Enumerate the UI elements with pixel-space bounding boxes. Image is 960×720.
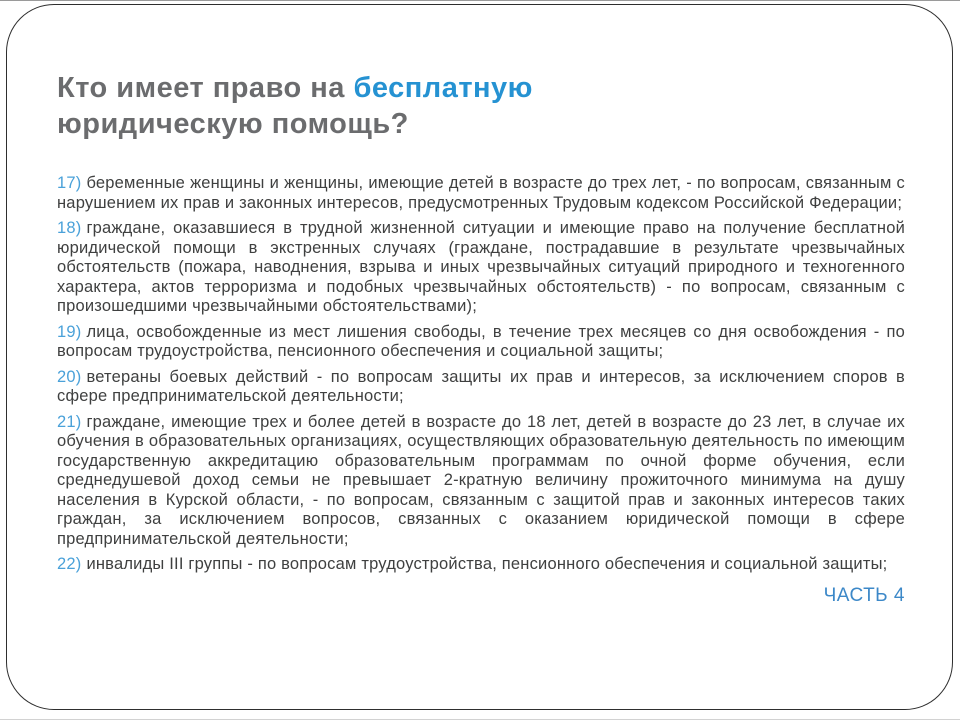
item-text: лица, освобожденные из мест лишения свободы, в течение трех месяцев со дня освобождения - по вопросам трудоустройства, пенсионного обеспечения и социальной защиты; (57, 322, 905, 360)
list-item (57, 323, 905, 362)
item-number: 17) (57, 174, 82, 192)
body-text-block (57, 174, 905, 607)
item-number: 22) (57, 555, 82, 573)
title-highlight: бесплатную (353, 72, 533, 104)
item-text: граждане, оказавшиеся в трудной жизненной ситуации и имеющие право на получение бесплатной юридической помощи в экстренных случаях (граждане, пострадавшие в результате чрезвычайных обстоятельств (пожара, наводнения, взрыва и иных чрезвычайных ситуаций природного и техногенного характера, актов терроризма и подобных чрезвычайных обстоятельств) - по вопросам, связанным с произошедшими чрезвычайными обстоятельствами); (57, 219, 905, 315)
item-number: 20) (57, 367, 82, 386)
title-prefix: Кто имеет право на (57, 72, 354, 104)
slide-top-edge-line (0, 0, 960, 1)
list-item (57, 368, 905, 407)
list-item (57, 413, 905, 550)
item-text: беременные женщины и женщины, имеющие детей в возрасте до трех лет, - по вопросам, связанным с нарушением их прав и законных интересов, предусмотренных Трудовым кодексом Российской Федерации; (57, 174, 905, 212)
title-line2: юридическую помощь? (57, 108, 409, 140)
item-text: ветераны боевых действий - по вопросам защиты их прав и интересов, за исключением споров в сфере предпринимательской деятельности; (57, 367, 905, 405)
list-item (57, 555, 905, 575)
item-number: 21) (57, 412, 82, 431)
item-text: граждане, имеющие трех и более детей в возрасте до 18 лет, детей в возрасте до 23 лет, в случае их обучения в образовательных организациях, осуществляющих образовательную деятельность по имеющим государственную аккредитацию образовательным программам по очной форме обучения, если среднедушевой доход семьи не превышает 2-кратную величину прожиточного минимума на душу населения в Курской области, - по вопросам, связанным с защитой прав и законных интересов таких граждан, за исключением вопросов, связанных с оказанием юридической помощи в сфере предпринимательской деятельности; (57, 412, 905, 548)
page-title (57, 70, 837, 142)
item-number: 18) (57, 219, 82, 237)
list-item (57, 174, 905, 213)
item-number: 19) (57, 322, 82, 341)
item-text: инвалиды III группы - по вопросам трудоустройства, пенсионного обеспечения и социальной защиты; (86, 555, 888, 573)
part-label: ЧАСТЬ 4 (823, 584, 905, 606)
list-item (57, 219, 905, 317)
